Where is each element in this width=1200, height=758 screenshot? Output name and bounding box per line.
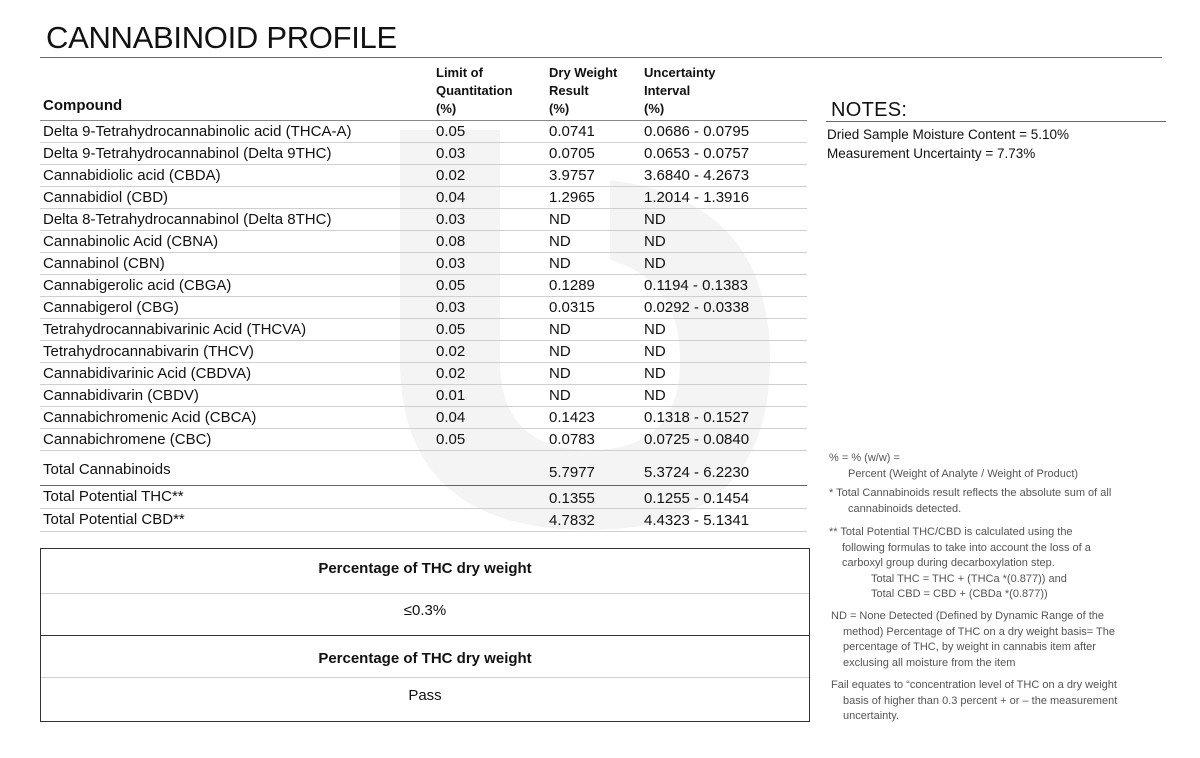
table-row: Tetrahydrocannabivarin (THCV) 0.02 ND ND (40, 341, 807, 363)
table-row: Cannabinol (CBN) 0.03 ND ND (40, 253, 807, 275)
page-title: CANNABINOID PROFILE (46, 20, 397, 55)
table-row: Delta 9-Tetrahydrocannabinolic acid (THCA-A) 0.05 0.0741 0.0686 - 0.0795 (40, 120, 807, 143)
moisture-note: Dried Sample Moisture Content = 5.10% (827, 127, 1069, 142)
table-row: Cannabigerol (CBG) 0.03 0.0315 0.0292 - 0.0338 (40, 297, 807, 319)
table-row: Cannabidivarinic Acid (CBDVA) 0.02 ND ND (40, 363, 807, 385)
divider (41, 635, 809, 636)
total-row: Total Potential CBD** 4.7832 4.4323 - 5.1341 (40, 509, 807, 532)
notes-divider (826, 121, 1166, 122)
header-dry-weight: Dry Weight Result (%) (549, 65, 618, 116)
totals-section (40, 452, 807, 532)
table-row: Cannabidivarin (CBDV) 0.01 ND ND (40, 385, 807, 407)
table-row: Delta 8-Tetrahydrocannabinol (Delta 8THC) 0.03 ND ND (40, 209, 807, 231)
header-uncertainty: Uncertainty Interval (%) (644, 65, 716, 116)
footnote-total-cannabinoids: * Total Cannabinoids result reflects the absolute sum of all cannabinoids detected. (829, 487, 1112, 515)
table-row: Cannabigerolic acid (CBGA) 0.05 0.1289 0.1194 - 0.1383 (40, 275, 807, 297)
footnote-percent: % = % (w/w) = Percent (Weight of Analyte / Weight of Product) (829, 452, 1079, 480)
notes-title: NOTES: (831, 99, 908, 121)
footnote-total-potential: ** Total Potential THC/CBD is calculated using the following formulas to take into account the loss of a carboxyl group during decarboxylation step. Total THC = THC + (THCa *(0.877)) and Total CBD = CBD + (CBDa *(0.877)) (829, 526, 1091, 600)
thc-heading: Percentage of THC dry weight (318, 560, 532, 577)
thc-dry-weight-box (40, 548, 810, 722)
thc-limit-value: ≤0.3% (403, 602, 447, 619)
footnote-nd: ND = None Detected (Defined by Dynamic Range of the method) Percentage of THC on a dry weight basis= The percentage of THC, by weight in cannabis item after exclusing all moisture from the item (831, 610, 1115, 669)
table-row: Cannabidiol (CBD) 0.04 1.2965 1.2014 - 1.3916 (40, 187, 807, 209)
footnote-fail: Fail equates to “concentration level of THC on a dry weight basis of higher than 0.3 percent + or – the measurement uncertainty. (831, 679, 1118, 722)
table-row: Cannabinolic Acid (CBNA) 0.08 ND ND (40, 231, 807, 253)
header-loq: Limit of Quantitation (%) (436, 65, 513, 116)
table-row: Cannabidiolic acid (CBDA) 0.02 3.9757 3.6840 - 4.2673 (40, 165, 807, 187)
table-row: Tetrahydrocannabivarinic Acid (THCVA) 0.05 ND ND (40, 319, 807, 341)
uncertainty-note: Measurement Uncertainty = 7.73% (827, 146, 1036, 161)
total-row: Total Cannabinoids 5.7977 5.3724 - 6.2230 (40, 452, 807, 486)
table-row: Cannabichromenic Acid (CBCA) 0.04 0.1423 0.1318 - 0.1527 (40, 407, 807, 429)
divider (41, 677, 809, 678)
thc-result-value: Pass (408, 687, 442, 704)
total-row: Total Potential THC** 0.1355 0.1255 - 0.1454 (40, 486, 807, 509)
divider (41, 593, 809, 594)
cannabinoid-table (40, 120, 807, 451)
header-compound: Compound (43, 97, 123, 114)
thc-heading: Percentage of THC dry weight (318, 650, 532, 667)
title-divider (40, 57, 1162, 58)
table-row: Delta 9-Tetrahydrocannabinol (Delta 9THC) 0.03 0.0705 0.0653 - 0.0757 (40, 143, 807, 165)
table-row: Cannabichromene (CBC) 0.05 0.0783 0.0725 - 0.0840 (40, 429, 807, 451)
